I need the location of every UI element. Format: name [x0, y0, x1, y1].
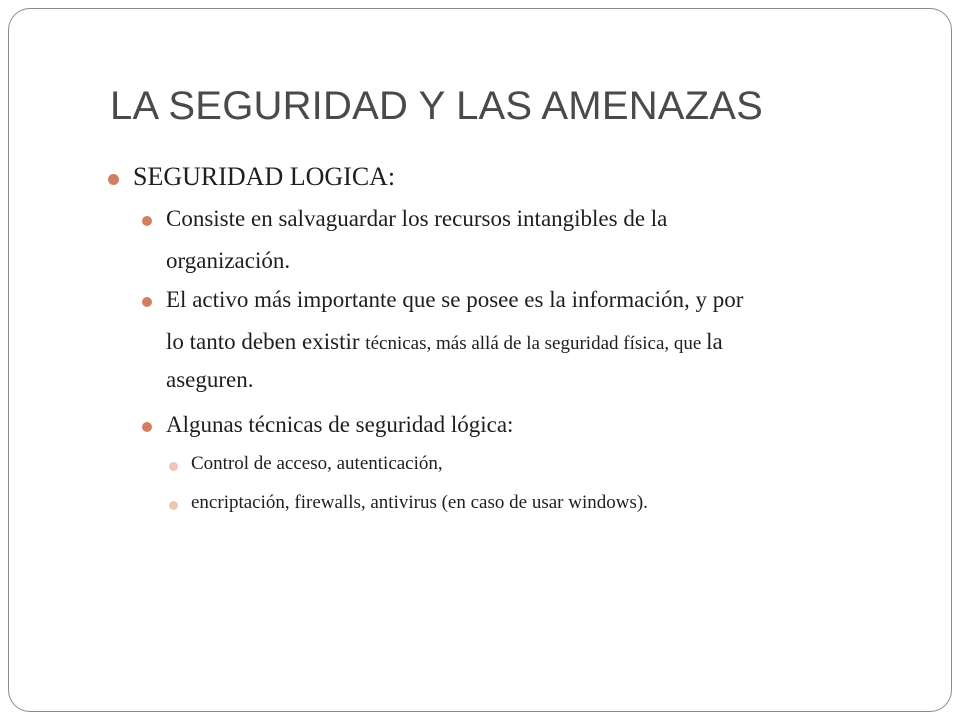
- bullet-dot-icon: [108, 174, 119, 185]
- sub-item-2: encriptación, firewalls, antivirus (en caso de usar windows).: [191, 492, 648, 513]
- item2-line3: aseguren.: [166, 367, 254, 392]
- item1-line2: organización.: [166, 248, 291, 273]
- item2-line2-part-c: la: [706, 329, 723, 354]
- section-heading: SEGURIDAD LOGICA:: [133, 162, 396, 191]
- slide-title: LA SEGURIDAD Y LAS AMENAZAS: [110, 84, 764, 128]
- item2-line1: El activo más importante que se posee es la información, y por: [166, 287, 744, 312]
- item2-line2-part-b: técnicas, más allá de la seguridad física, que: [365, 333, 707, 354]
- bullet-dot-icon: [142, 297, 152, 307]
- bullet-dot-icon: [169, 501, 178, 510]
- sub-item-1: Control de acceso, autenticación,: [191, 453, 443, 474]
- bullet-dot-icon: [142, 422, 152, 432]
- item3-line1: Algunas técnicas de seguridad lógica:: [166, 412, 514, 437]
- bullet-dot-icon: [169, 462, 178, 471]
- bullet-dot-icon: [142, 216, 152, 226]
- item1-line1: Consiste en salvaguardar los recursos intangibles de la: [166, 206, 668, 231]
- item2-line2-part-a: lo tanto deben existir: [166, 329, 366, 354]
- item2-line2: [166, 329, 723, 355]
